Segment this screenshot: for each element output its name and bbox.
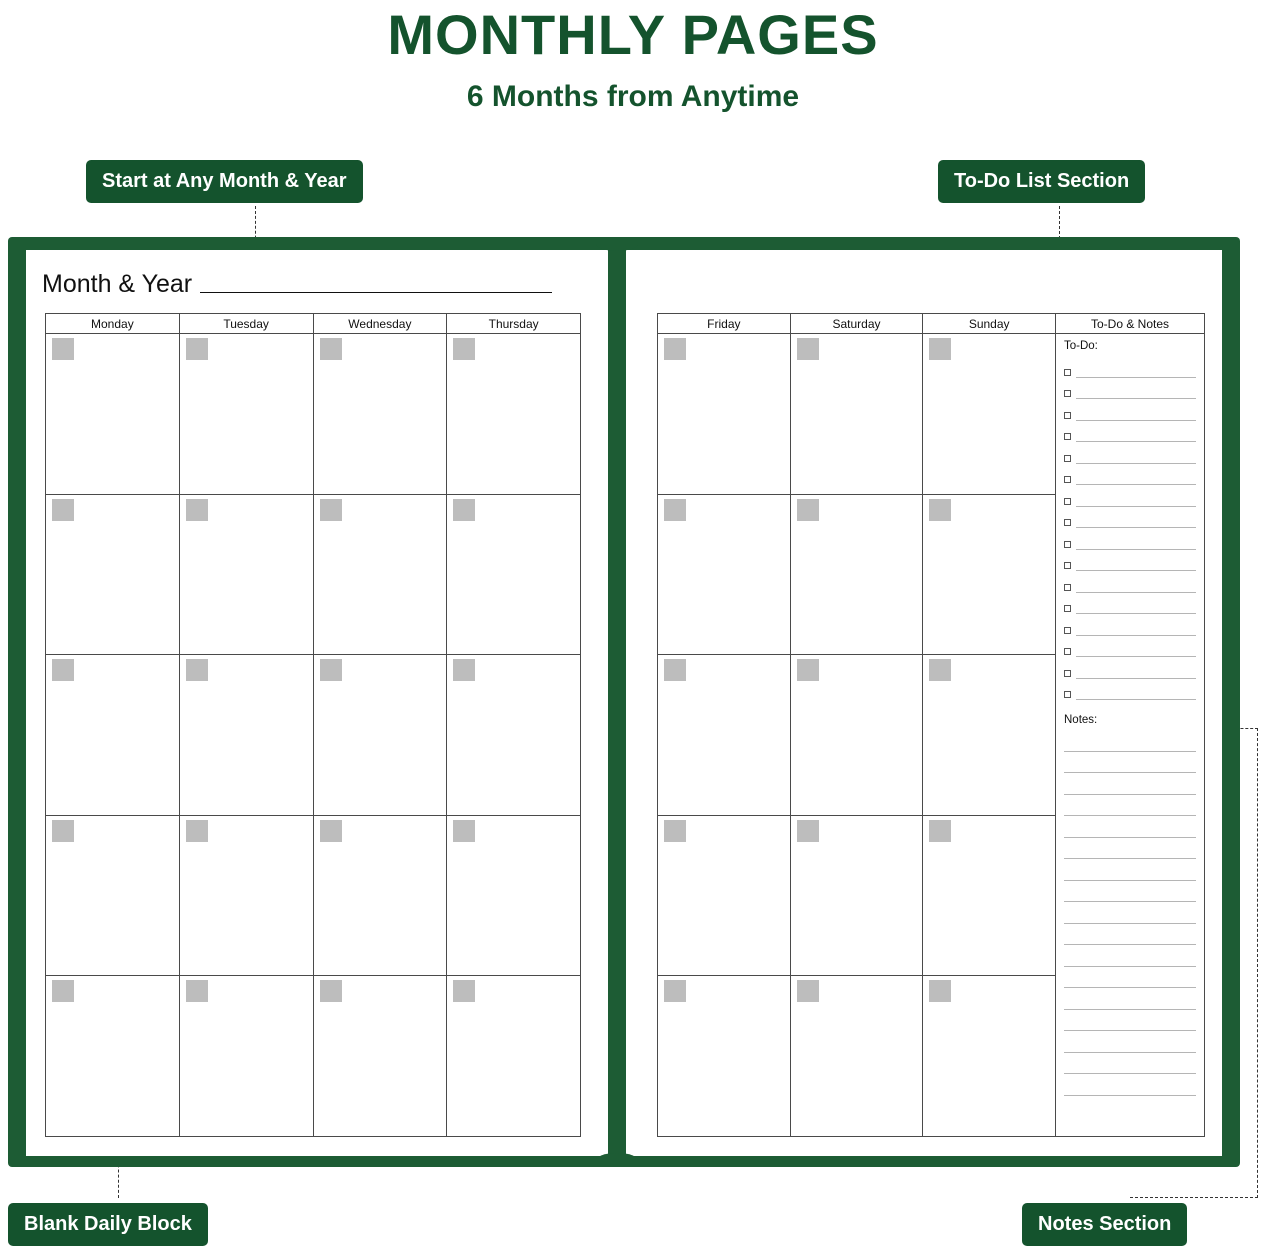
checkbox-icon[interactable] bbox=[1064, 562, 1071, 569]
week-row bbox=[658, 655, 1055, 816]
todo-item[interactable] bbox=[1064, 421, 1196, 443]
todo-item[interactable] bbox=[1064, 464, 1196, 486]
todo-item[interactable] bbox=[1064, 485, 1196, 507]
checkbox-icon[interactable] bbox=[1064, 627, 1071, 634]
week-row bbox=[46, 495, 580, 656]
weekday-header-row-right bbox=[658, 314, 1204, 334]
date-number-box[interactable] bbox=[929, 980, 951, 1002]
day-cell[interactable] bbox=[46, 816, 180, 976]
checkbox-icon[interactable] bbox=[1064, 412, 1071, 419]
day-cell[interactable] bbox=[923, 334, 1055, 494]
day-cell[interactable] bbox=[46, 655, 180, 815]
day-cell[interactable] bbox=[791, 816, 924, 976]
notes-write-line[interactable] bbox=[1064, 859, 1196, 881]
planner-spine-top-curve bbox=[596, 237, 638, 251]
date-number-box[interactable] bbox=[320, 820, 342, 842]
notes-label: Notes: bbox=[1064, 714, 1098, 726]
todo-label: To-Do: bbox=[1064, 340, 1098, 352]
notes-write-line[interactable] bbox=[1064, 1074, 1196, 1096]
day-cell[interactable] bbox=[791, 495, 924, 655]
checkbox-icon[interactable] bbox=[1064, 476, 1071, 483]
notes-write-line[interactable] bbox=[1064, 902, 1196, 924]
todo-item[interactable] bbox=[1064, 528, 1196, 550]
callout-blank-daily-block: Blank Daily Block bbox=[8, 1203, 208, 1246]
day-cell[interactable] bbox=[46, 976, 180, 1136]
day-cell[interactable] bbox=[46, 334, 180, 494]
page-title: MONTHLY PAGES bbox=[387, 3, 879, 66]
todo-item[interactable] bbox=[1064, 378, 1196, 400]
notes-write-line[interactable] bbox=[1064, 1053, 1196, 1075]
date-number-box[interactable] bbox=[664, 338, 686, 360]
date-number-box[interactable] bbox=[52, 338, 74, 360]
day-cell[interactable] bbox=[923, 816, 1055, 976]
date-number-box[interactable] bbox=[929, 659, 951, 681]
date-number-box[interactable] bbox=[453, 659, 475, 681]
date-number-box[interactable] bbox=[453, 499, 475, 521]
date-number-box[interactable] bbox=[320, 659, 342, 681]
day-cell[interactable] bbox=[791, 655, 924, 815]
right-page-body bbox=[658, 334, 1204, 1136]
week-row bbox=[658, 334, 1055, 495]
week-row bbox=[658, 976, 1055, 1136]
checkbox-icon[interactable] bbox=[1064, 390, 1071, 397]
todo-write-line[interactable] bbox=[1076, 420, 1196, 421]
date-number-box[interactable] bbox=[186, 659, 208, 681]
todo-write-line[interactable] bbox=[1076, 484, 1196, 485]
date-number-box[interactable] bbox=[453, 338, 475, 360]
weekday-header-wednesday: Wednesday bbox=[314, 314, 448, 333]
date-number-box[interactable] bbox=[186, 499, 208, 521]
day-cell[interactable] bbox=[658, 655, 791, 815]
date-number-box[interactable] bbox=[929, 820, 951, 842]
todo-item[interactable] bbox=[1064, 550, 1196, 572]
week-row bbox=[658, 816, 1055, 977]
notes-write-line[interactable] bbox=[1064, 752, 1196, 774]
todo-write-line[interactable] bbox=[1076, 441, 1196, 442]
day-cell[interactable] bbox=[314, 816, 448, 976]
todo-item[interactable] bbox=[1064, 636, 1196, 658]
notes-write-line[interactable] bbox=[1064, 945, 1196, 967]
date-number-box[interactable] bbox=[186, 980, 208, 1002]
todo-write-line[interactable] bbox=[1076, 506, 1196, 507]
day-cell[interactable] bbox=[923, 655, 1055, 815]
day-cell[interactable] bbox=[180, 976, 314, 1136]
date-number-box[interactable] bbox=[52, 980, 74, 1002]
day-cell[interactable] bbox=[314, 976, 448, 1136]
day-cell[interactable] bbox=[180, 816, 314, 976]
day-cell[interactable] bbox=[180, 495, 314, 655]
day-cell[interactable] bbox=[314, 655, 448, 815]
date-number-box[interactable] bbox=[664, 499, 686, 521]
checkbox-icon[interactable] bbox=[1064, 455, 1071, 462]
date-number-box[interactable] bbox=[453, 820, 475, 842]
todo-write-line[interactable] bbox=[1076, 678, 1196, 679]
planner-spine bbox=[608, 237, 626, 1167]
notes-lines bbox=[1064, 730, 1196, 1096]
todo-write-line[interactable] bbox=[1076, 398, 1196, 399]
week-row bbox=[46, 816, 580, 977]
todo-write-line[interactable] bbox=[1076, 613, 1196, 614]
todo-item[interactable] bbox=[1064, 399, 1196, 421]
weekday-header-thursday: Thursday bbox=[488, 316, 539, 331]
notes-write-line[interactable] bbox=[1064, 1010, 1196, 1032]
weekday-header-saturday: Saturday bbox=[791, 314, 924, 333]
todo-item[interactable] bbox=[1064, 657, 1196, 679]
date-number-box[interactable] bbox=[52, 659, 74, 681]
checkbox-icon[interactable] bbox=[1064, 605, 1071, 612]
day-cell[interactable] bbox=[658, 334, 791, 494]
weekday-header-monday: Monday bbox=[46, 314, 180, 333]
date-number-box[interactable] bbox=[797, 980, 819, 1002]
date-number-box[interactable] bbox=[320, 338, 342, 360]
notes-write-line[interactable] bbox=[1064, 816, 1196, 838]
todo-write-line[interactable] bbox=[1076, 656, 1196, 657]
notes-write-line[interactable] bbox=[1064, 730, 1196, 752]
notes-write-line[interactable] bbox=[1064, 773, 1196, 795]
date-number-box[interactable] bbox=[664, 980, 686, 1002]
todo-write-line[interactable] bbox=[1076, 570, 1196, 571]
week-rows-right bbox=[658, 334, 1056, 1136]
checkbox-icon[interactable] bbox=[1064, 584, 1071, 591]
day-cell[interactable] bbox=[923, 495, 1055, 655]
todo-notes-header: To-Do & Notes bbox=[1091, 316, 1170, 331]
week-row bbox=[46, 334, 580, 495]
todo-notes-column bbox=[1056, 334, 1204, 1136]
day-cell[interactable] bbox=[180, 655, 314, 815]
todo-item[interactable] bbox=[1064, 614, 1196, 636]
day-cell[interactable] bbox=[447, 816, 580, 976]
day-cell[interactable] bbox=[658, 816, 791, 976]
todo-write-line[interactable] bbox=[1076, 527, 1196, 528]
todo-item[interactable] bbox=[1064, 356, 1196, 378]
notes-write-line[interactable] bbox=[1064, 838, 1196, 860]
day-cell[interactable] bbox=[180, 334, 314, 494]
page-subtitle: 6 Months from Anytime bbox=[466, 80, 800, 113]
todo-item[interactable] bbox=[1064, 571, 1196, 593]
day-cell[interactable] bbox=[658, 976, 791, 1136]
notes-write-line[interactable] bbox=[1064, 881, 1196, 903]
day-cell[interactable] bbox=[658, 495, 791, 655]
week-row bbox=[658, 495, 1055, 656]
todo-item[interactable] bbox=[1064, 679, 1196, 701]
calendar-grid-right bbox=[657, 313, 1205, 1137]
day-cell[interactable] bbox=[447, 334, 580, 494]
date-number-box[interactable] bbox=[186, 820, 208, 842]
todo-item[interactable] bbox=[1064, 442, 1196, 464]
todo-item[interactable] bbox=[1064, 507, 1196, 529]
date-number-box[interactable] bbox=[186, 338, 208, 360]
day-cell[interactable] bbox=[923, 976, 1055, 1136]
todo-list bbox=[1064, 356, 1196, 700]
todo-write-line[interactable] bbox=[1076, 592, 1196, 593]
weekday-header-tuesday: Tuesday bbox=[180, 314, 314, 333]
date-number-box[interactable] bbox=[52, 820, 74, 842]
day-cell[interactable] bbox=[314, 334, 448, 494]
date-number-box[interactable] bbox=[320, 980, 342, 1002]
notes-write-line[interactable] bbox=[1064, 795, 1196, 817]
date-number-box[interactable] bbox=[797, 659, 819, 681]
month-year-write-line[interactable] bbox=[200, 292, 552, 293]
notes-write-line[interactable] bbox=[1064, 988, 1196, 1010]
day-cell[interactable] bbox=[791, 976, 924, 1136]
calendar-grid-left bbox=[45, 313, 581, 1137]
date-number-box[interactable] bbox=[929, 499, 951, 521]
date-number-box[interactable] bbox=[797, 820, 819, 842]
day-cell[interactable] bbox=[314, 495, 448, 655]
checkbox-icon[interactable] bbox=[1064, 648, 1071, 655]
date-number-box[interactable] bbox=[929, 338, 951, 360]
checkbox-icon[interactable] bbox=[1064, 670, 1071, 677]
leader-line-notes-h2 bbox=[1130, 1197, 1258, 1198]
date-number-box[interactable] bbox=[453, 980, 475, 1002]
checkbox-icon[interactable] bbox=[1064, 519, 1071, 526]
weekday-header-row-left bbox=[46, 314, 580, 334]
weekday-header-sunday: Sunday bbox=[923, 314, 1056, 333]
day-cell[interactable] bbox=[447, 976, 580, 1136]
date-number-box[interactable] bbox=[664, 820, 686, 842]
notes-write-line[interactable] bbox=[1064, 924, 1196, 946]
week-row bbox=[46, 976, 580, 1136]
weekday-header-friday: Friday bbox=[658, 314, 791, 333]
todo-write-line[interactable] bbox=[1076, 699, 1196, 700]
checkbox-icon[interactable] bbox=[1064, 498, 1071, 505]
notes-write-line[interactable] bbox=[1064, 967, 1196, 989]
date-number-box[interactable] bbox=[797, 499, 819, 521]
month-year-field[interactable] bbox=[42, 272, 552, 297]
callout-start-at-any-month: Start at Any Month & Year bbox=[86, 160, 363, 203]
todo-item[interactable] bbox=[1064, 593, 1196, 615]
todo-write-line[interactable] bbox=[1076, 377, 1196, 378]
callout-notes-section: Notes Section bbox=[1022, 1203, 1187, 1246]
leader-line-notes-v bbox=[1257, 728, 1258, 1198]
callout-to-do-list-section: To-Do List Section bbox=[938, 160, 1145, 203]
week-row bbox=[46, 655, 580, 816]
date-number-box[interactable] bbox=[664, 659, 686, 681]
checkbox-icon[interactable] bbox=[1064, 691, 1071, 698]
todo-write-line[interactable] bbox=[1076, 549, 1196, 550]
checkbox-icon[interactable] bbox=[1064, 433, 1071, 440]
day-cell[interactable] bbox=[447, 495, 580, 655]
todo-write-line[interactable] bbox=[1076, 635, 1196, 636]
week-rows-left bbox=[46, 334, 580, 1136]
checkbox-icon[interactable] bbox=[1064, 369, 1071, 376]
day-cell[interactable] bbox=[791, 334, 924, 494]
month-year-label: Month & Year bbox=[42, 270, 193, 298]
notes-write-line[interactable] bbox=[1064, 1031, 1196, 1053]
date-number-box[interactable] bbox=[320, 499, 342, 521]
todo-write-line[interactable] bbox=[1076, 463, 1196, 464]
day-cell[interactable] bbox=[447, 655, 580, 815]
checkbox-icon[interactable] bbox=[1064, 541, 1071, 548]
day-cell[interactable] bbox=[46, 495, 180, 655]
planner-spine-bottom-curve bbox=[596, 1153, 638, 1167]
date-number-box[interactable] bbox=[797, 338, 819, 360]
date-number-box[interactable] bbox=[52, 499, 74, 521]
